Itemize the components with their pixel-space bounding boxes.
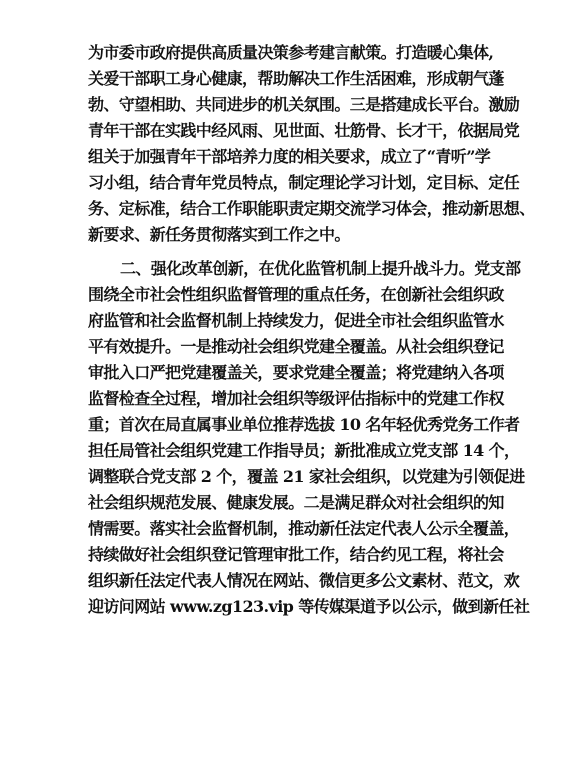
text-line: 情需要。落实社会监督机制，推动新任法定代表人公示全覆盖， bbox=[88, 519, 520, 538]
paragraph-1 bbox=[88, 40, 535, 248]
text-line: 青年干部在实践中经风雨、见世面、壮筋骨、长才干，依据局党 bbox=[88, 121, 520, 140]
text-line: 社会组织规范发展、健康发展。二是满足群众对社会组织的知 bbox=[88, 493, 504, 512]
text-line: 平有效提升。一是推动社会组织党建全覆盖。从社会组织登记 bbox=[88, 337, 504, 356]
text-line: 为市委市政府提供高质量决策参考建言献策。打造暖心集体, bbox=[88, 43, 494, 62]
paragraph-2 bbox=[88, 256, 530, 620]
text-line: 担任局管社会组织党建工作指导员；新批准成立党支部 14 个， bbox=[88, 441, 520, 460]
text-line: 迎访问网站 www.zg123.vip 等传媒渠道予以公示，做到新任社 bbox=[88, 597, 530, 616]
text-line: 勃、守望相助、共同进步的机关氛围。三是搭建成长平台。激励 bbox=[88, 95, 520, 114]
text-line: 府监管和社会监督机制上持续发力，促进全市社会组织监管水 bbox=[88, 311, 504, 330]
text-line: 习小组，结合青年党员特点，制定理论学习计划，定目标、定任 bbox=[88, 173, 520, 192]
text-line: 围绕全市社会性组织监督管理的重点任务，在创新社会组织政 bbox=[88, 285, 504, 304]
text-line: 持续做好社会组织登记管理审批工作，结合约见工程，将社会 bbox=[88, 545, 504, 564]
text-line: 新要求、新任务贯彻落实到工作之中。 bbox=[88, 225, 350, 244]
text-line: 组织新任法定代表人情况在网站、微信更多公文素材、范文，欢 bbox=[88, 571, 520, 590]
text-line: 关爱干部职工身心健康，帮助解决工作生活困难，形成朝气蓬 bbox=[88, 69, 504, 88]
document-body bbox=[88, 40, 535, 620]
text-line: 调整联合党支部 2 个，覆盖 21 家社会组织，以党建为引领促进 bbox=[88, 467, 525, 486]
text-line: 审批入口严把党建覆盖关，要求党建全覆盖；将党建纳入各项 bbox=[88, 363, 504, 382]
text-line: 重；首次在局直属事业单位推荐选拔 10 名年轻优秀党务工作者 bbox=[88, 415, 520, 434]
paragraph-gap bbox=[88, 248, 508, 256]
text-line: 二、强化改革创新，在优化监管机制上提升战斗力。党支部 bbox=[120, 259, 521, 278]
text-line: 组关于加强青年干部培养力度的相关要求，成立了“青听”学 bbox=[88, 147, 491, 166]
text-line: 监督检查全过程，增加社会组织等级评估指标中的党建工作权 bbox=[88, 389, 504, 408]
text-line: 务、定标准，结合工作职能职责定期交流学习体会，推动新思想、 bbox=[88, 199, 535, 218]
